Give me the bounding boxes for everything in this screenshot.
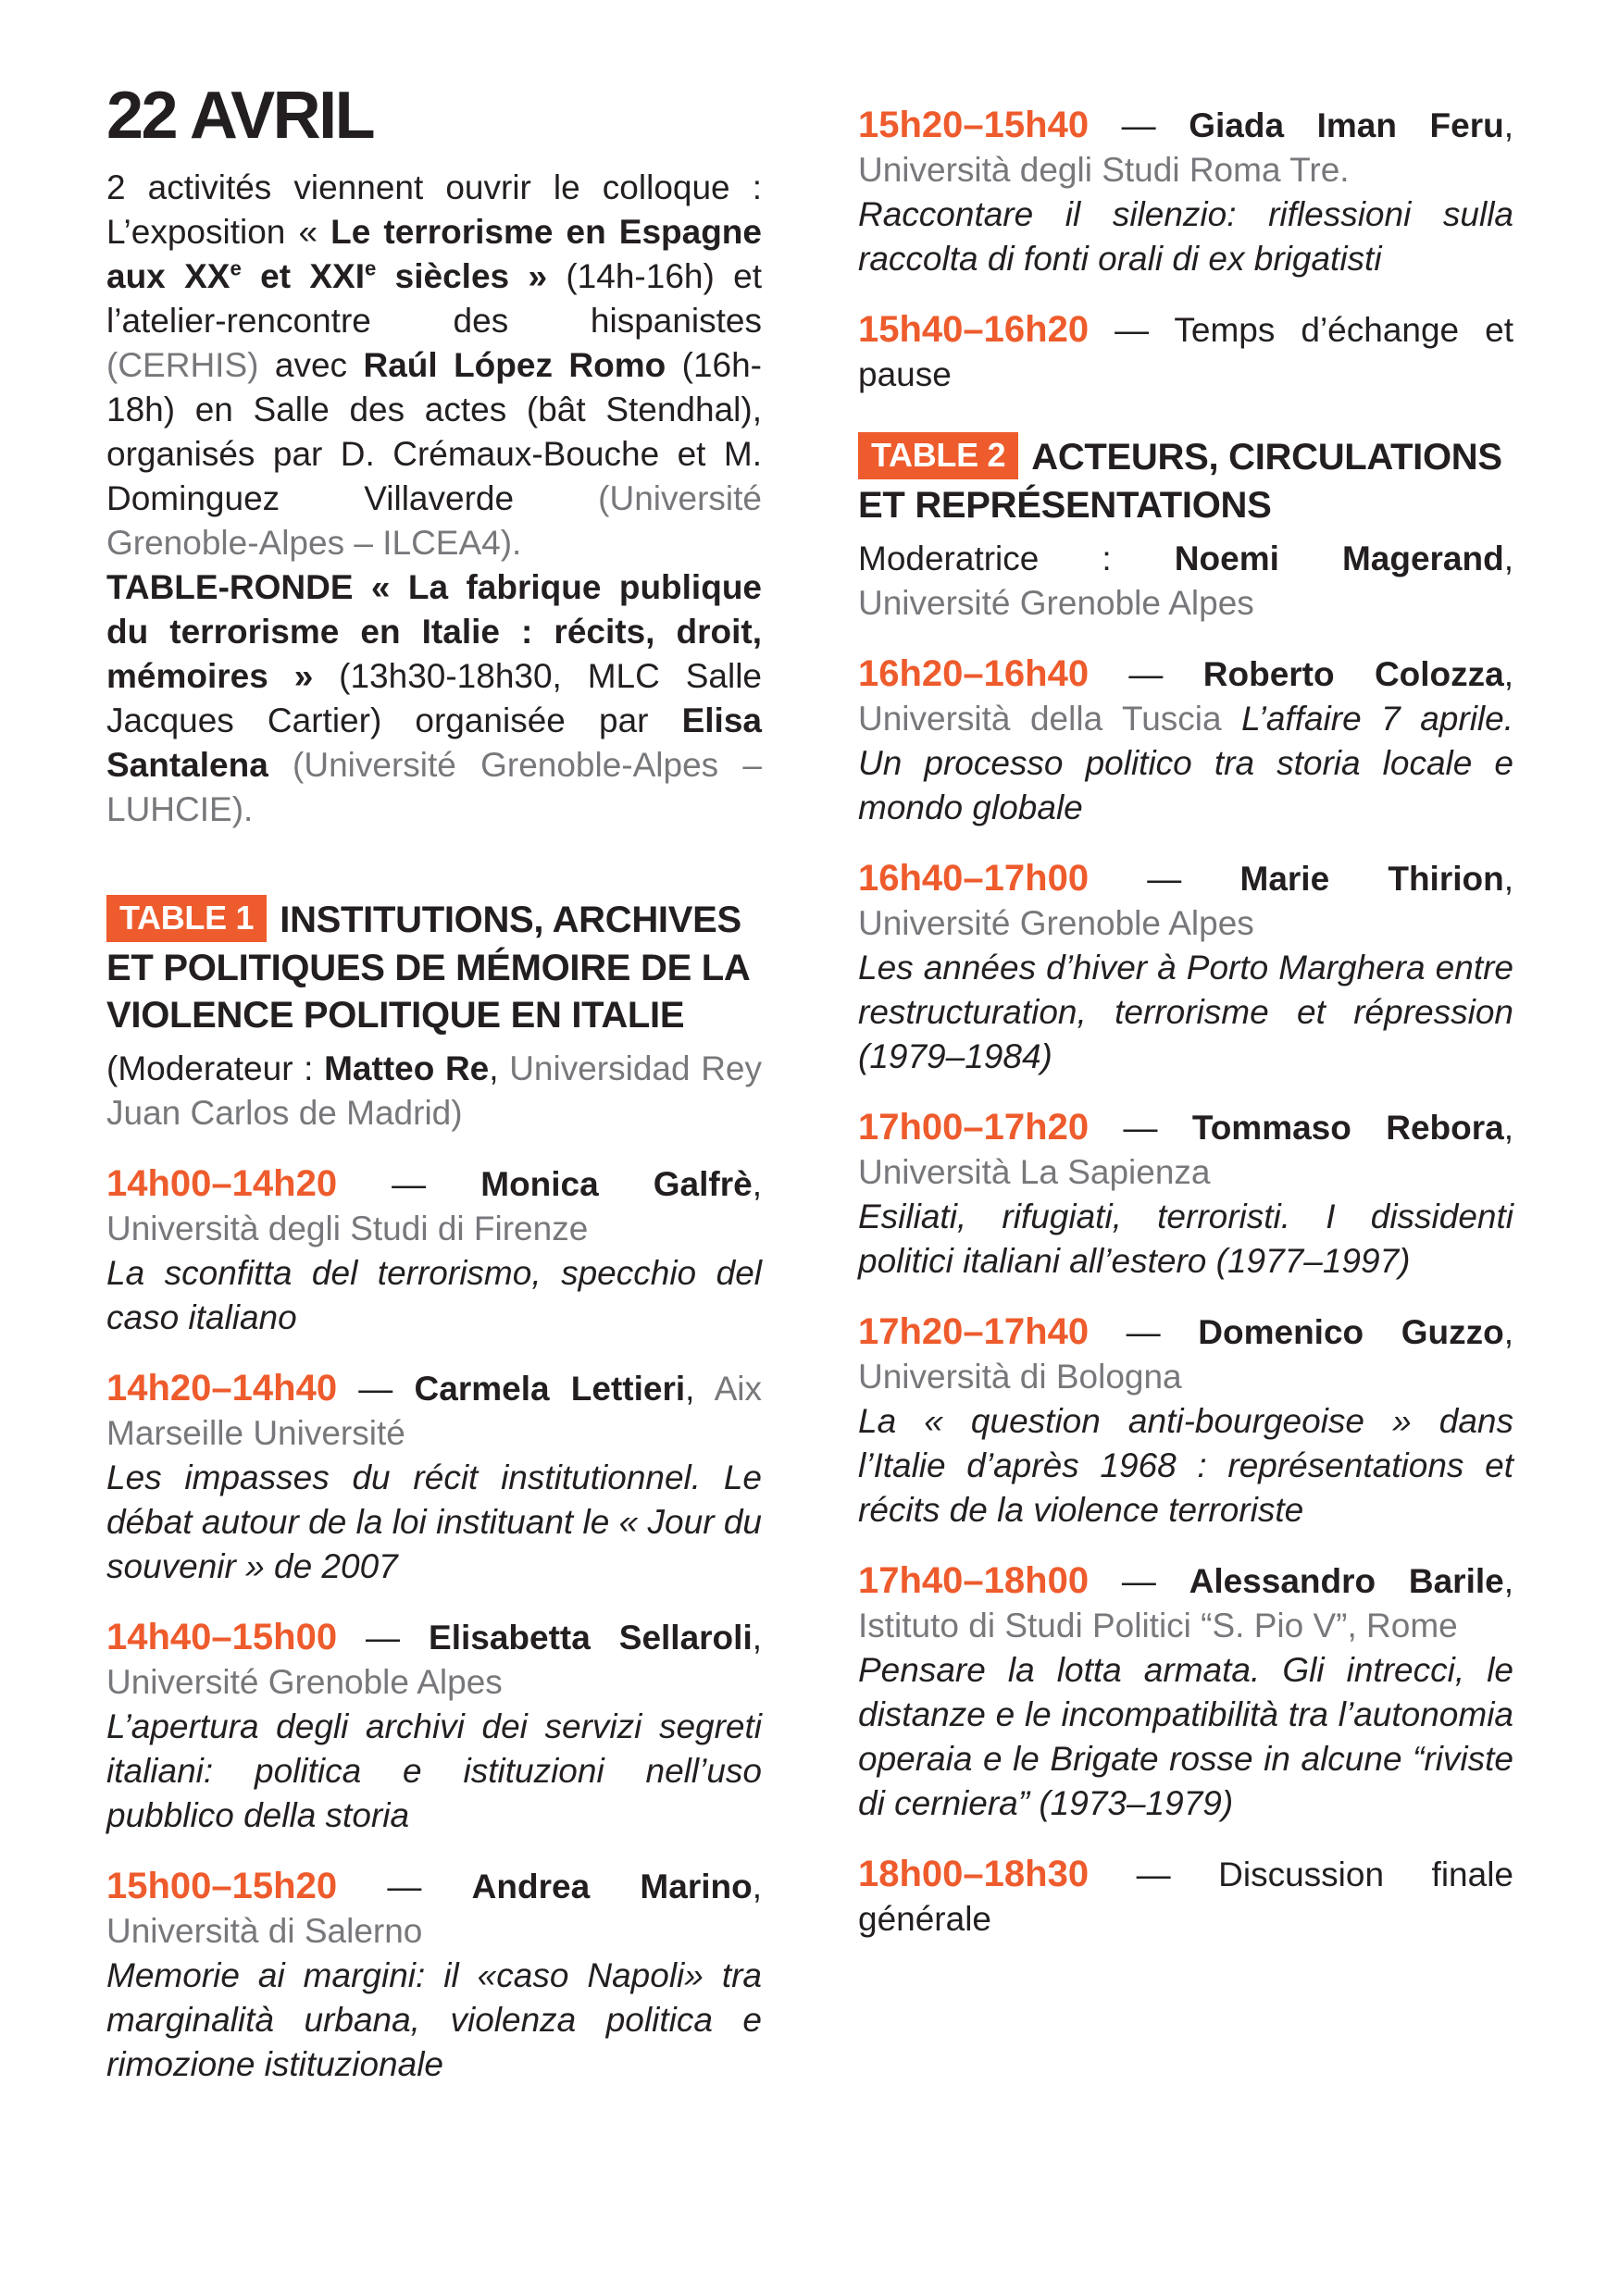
speaker-affiliation: Università degli Studi Roma Tre. [858,151,1350,189]
speaker-affiliation: Istituto di Studi Politici “S. Pio V”, Rome [858,1607,1458,1644]
speaker-affiliation: Université Grenoble Alpes [106,1663,503,1701]
text-segment: — [337,1370,415,1408]
text-segment [1222,700,1242,738]
session-time: 15h40–16h20 [858,309,1090,350]
text-segment: — [1089,1313,1199,1351]
text-segment [268,746,293,784]
text-segment: , [1503,860,1513,898]
text-segment: — [1089,1562,1189,1600]
table-ronde-paragraph [106,565,762,832]
speaker-name: Elisabetta Sellaroli [429,1619,753,1657]
table2-entries [858,652,1513,1942]
session-entry [106,1366,762,1589]
text-segment: Université Grenoble Alpes [858,584,1254,622]
table2-moderator [858,537,1513,626]
paper-title: La sconfitta del terrorismo, specchio del caso italiano [106,1254,762,1336]
session-entry [858,1105,1513,1284]
intro-paragraph [106,166,762,565]
paper-title: Memorie ai margini: il «caso Napoli» tra marginalità urbana, violenza politica e rimozione istituzionale [106,1956,762,2083]
text-segment: Le terrorisme en Espagne aux XX [106,213,762,295]
speaker-affiliation: Università di Bologna [858,1358,1182,1396]
table2-heading [858,434,1513,529]
text-segment: (13h30-18h30, MLC Salle Jacques Cartier) organisée par [106,657,762,739]
speaker-name: Domenico Guzzo [1198,1313,1504,1351]
text-segment: avec [258,346,364,384]
text-segment: — [1089,1855,1219,1893]
text-segment: , [1503,1562,1513,1600]
text-segment: 2 activités viennent ouvrir le colloque : L’exposition « [106,168,762,251]
paper-title: Raccontare il silenzio: riflessioni sulla raccolta di fonti orali di ex brigatisti [858,195,1513,278]
text-segment: — [1089,1109,1192,1147]
text-segment: , [1503,540,1513,577]
table2-heading-text: ACTEURS, CIRCULATIONS ET REPRÉSENTATIONS [858,437,1502,526]
table1-badge: TABLE 1 [106,895,267,942]
text-segment: , [1503,106,1513,144]
text-segment: (Université Grenoble-Alpes – ILCEA4). [106,479,762,562]
paper-title: La « question anti-bourgeoise » dans l’Italie d’après 1968 : représentations et récits de la violence terroriste [858,1402,1513,1529]
paper-title: Les impasses du récit institutionnel. Le débat autour de la loi instituant le « Jour du souvenir » de 2007 [106,1458,762,1585]
text-segment: , [685,1370,715,1408]
text-segment: , [1503,655,1514,693]
session-entry [858,103,1513,281]
session-time: 15h00–15h20 [106,1866,338,1906]
table1-section [106,897,762,2087]
session-entry [858,652,1513,830]
session-time: 17h40–18h00 [858,1560,1090,1601]
text-segment: , [1503,1109,1513,1147]
text-segment: (CERHIS) [106,346,259,384]
text-segment: — [337,1165,481,1203]
speaker-affiliation: Aix Marseille Université [106,1370,762,1452]
speaker-affiliation: Università La Sapienza [858,1153,1211,1191]
session-time: 15h20–15h40 [858,105,1090,145]
text-segment: (16h-18h) en Salle des actes (bât Stendhal), organisés par D. Crémaux-Bouche et M. Dominguez Villaverde [106,346,763,517]
text-segment: — [1089,655,1203,693]
paper-title: L’apertura degli archivi dei servizi segreti italiani: politica e istituzioni nell’uso pubblico della storia [106,1707,762,1834]
speaker-affiliation: Université Grenoble Alpes [858,904,1254,942]
speaker-name: Giada Iman Feru [1189,106,1504,144]
speaker-name: Roberto Colozza [1202,655,1504,693]
speaker-name: Monica Galfrè [480,1165,753,1203]
session-entry [106,1864,762,2087]
text-segment: e [230,256,242,280]
text-segment: , [489,1049,510,1087]
text-segment: — [337,1868,472,1905]
table1-moderator [106,1047,762,1136]
speaker-affiliation: Università degli Studi di Firenze [106,1210,589,1247]
text-segment: — [1089,860,1240,898]
text-segment: — [1089,106,1189,144]
text-segment: TABLE-RONDE « La fabrique publique du terrorisme en Italie : récits, droit, mémoires » [106,568,762,695]
session-entry [858,1852,1513,1942]
session-entry [106,1615,762,1838]
session-time: 14h40–15h00 [106,1617,338,1657]
speaker-name: Alessandro Barile [1189,1562,1504,1600]
session-time: 17h00–17h20 [858,1107,1090,1148]
table1-entries-continued [858,103,1513,397]
session-time: 17h20–17h40 [858,1311,1090,1352]
session-time: 16h40–17h00 [858,858,1090,899]
text-segment: Universidad Rey Juan Carlos de Madrid) [106,1049,762,1132]
speaker-name: Andrea Marino [471,1868,753,1905]
session-entry [858,856,1513,1079]
table2-section [858,434,1513,1942]
speaker-affiliation: Università di Salerno [106,1912,423,1950]
text-segment: Discussion finale générale [858,1855,1513,1938]
text-segment: (Moderateur : [106,1049,325,1087]
session-time: 14h00–14h20 [106,1163,338,1204]
page-title: 22 AVRIL [106,79,374,153]
paper-title: Pensare la lotta armata. Gli intrecci, le distanze e le incompatibilità tra l’autonomia operaia e le Brigate rosse in alcune “riviste di cerniera” (1973–1979) [858,1651,1513,1822]
text-segment: , [752,1619,762,1657]
text-segment: et XXI [241,257,365,295]
text-segment: siècles » [376,257,548,295]
session-entry [858,307,1513,397]
table2-badge: TABLE 2 [858,432,1018,479]
session-entry [106,1161,762,1340]
session-entry [858,1309,1513,1533]
table1-heading [106,897,762,1039]
paper-title: Les années d’hiver à Porto Marghera entre restructuration, terrorisme et répression (1979–1984) [858,949,1513,1075]
left-column [106,79,762,2296]
speaker-name: Marie Thirion [1239,860,1504,898]
speaker-name: Tommaso Rebora [1191,1109,1504,1147]
text-segment: — [1089,311,1175,349]
session-entry [858,1558,1513,1826]
text-segment: , [1503,1313,1513,1351]
text-segment: Noemi Magerand [1174,540,1504,577]
session-time: 16h20–16h40 [858,653,1090,694]
text-segment: Elisa Santalena [106,701,762,784]
session-time: 14h20–14h40 [106,1368,338,1409]
paper-title: L’affaire 7 aprile. Un processo politico tra storia locale e mondo globale [858,700,1513,826]
right-column [858,103,1513,2296]
text-segment: — [337,1619,430,1657]
speaker-affiliation: Università della Tuscia [858,700,1222,738]
text-segment: Matteo Re [324,1049,490,1087]
text-segment: Temps d’échange et pause [858,311,1513,393]
text-segment: (Université Grenoble-Alpes – LUHCIE). [106,746,763,828]
table1-entries-left [106,1161,762,2087]
session-time: 18h00–18h30 [858,1854,1090,1894]
paper-title: Esiliati, rifugiati, terroristi. I dissidenti politici italiani all’estero (1977–1997) [858,1198,1513,1280]
text-segment: Raúl López Romo [363,346,666,384]
text-segment: , [752,1868,762,1905]
speaker-name: Carmela Lettieri [414,1370,686,1408]
text-segment: , [752,1165,762,1203]
text-segment: e [365,256,377,280]
table1-heading-text: INSTITUTIONS, ARCHIVES ET POLITIQUES DE MÉMOIRE DE LA VIOLENCE POLITIQUE EN ITALIE [106,900,750,1036]
text-segment: Moderatrice : [858,540,1175,577]
text-segment: (14h-16h) et l’atelier-rencontre des hispanistes [106,257,762,340]
